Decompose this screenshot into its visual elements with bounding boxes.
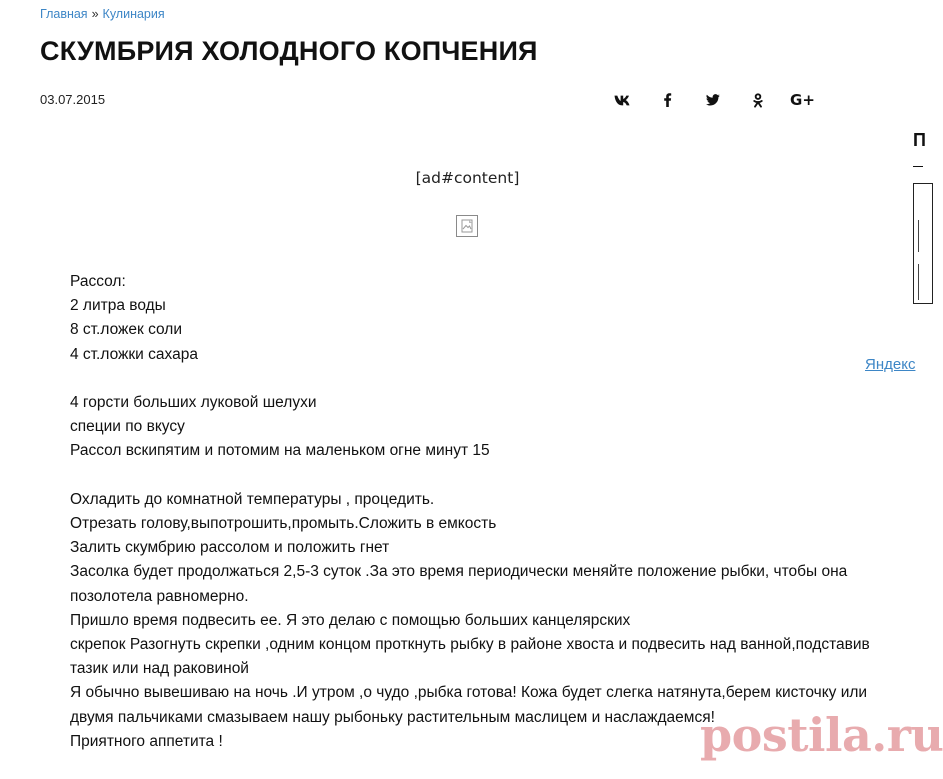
text-line: Рассол:	[70, 273, 126, 290]
text-line: 8 ст.ложек соли	[70, 321, 183, 339]
sidebar-heading-fragment: П	[913, 130, 926, 150]
article-body	[70, 270, 870, 754]
sidebar-widget-line	[918, 220, 929, 252]
text-line: Я обычно вывешиваю на ночь .И утром ,о чудо ,рыбка готова! Кожа будет слегка натянута,берем кисточку или двумя пальчиками смазываем нашу рыбоньку растительным маслицем и наслаждаемся!	[70, 684, 868, 726]
share-twitter-button[interactable]	[690, 88, 735, 112]
text-line: Приятного аппетита !	[70, 732, 223, 750]
vk-icon	[614, 95, 632, 106]
text-line: Засолка будет продолжаться 2,5-3 суток .За это время периодически меняйте положение рыбки, чтобы она позолотела равномерно.	[70, 563, 848, 605]
text-line: скрепок Разогнуть скрепки ,одним концом проткнуть рыбку в районе хвоста и подвесить над ванной,подставив тазик или над раковиной	[70, 636, 870, 678]
sidebar-widget-line	[918, 264, 929, 300]
image-placeholder-icon	[457, 216, 477, 236]
odnoklassniki-icon	[753, 93, 763, 108]
share-google-plus-button[interactable]	[780, 88, 825, 112]
breadcrumb-category-link[interactable]: Кулинария	[102, 7, 165, 21]
share-odnoklassniki-button[interactable]	[735, 88, 780, 112]
ad-placeholder: [ad#content]	[415, 169, 520, 187]
text-line: Отрезать голову,выпотрошить,промыть.Сложить в емкость	[70, 515, 497, 532]
google-plus-icon: G+	[790, 91, 815, 109]
breadcrumb	[40, 7, 165, 21]
text-line: Пришло время подвесить ее. Я это делаю с помощью больших канцелярских	[70, 611, 631, 629]
text-line: Рассол вскипятим и потомим на маленьком огне минут 15	[70, 442, 490, 460]
share-buttons	[600, 88, 825, 112]
text-line: специи по вкусу	[70, 418, 185, 436]
facebook-icon	[663, 93, 672, 107]
sidebar-yandex-link[interactable]: Яндекс	[865, 356, 916, 373]
paragraph-brine	[70, 270, 870, 367]
twitter-icon	[706, 94, 720, 106]
paragraph-onion	[70, 391, 870, 464]
breadcrumb-home-link[interactable]: Главная	[40, 7, 88, 21]
text-line: Залить скумбрию рассолом и положить гнет	[70, 539, 390, 557]
broken-image-icon	[456, 215, 478, 237]
watermark-logo: postila.ru	[700, 708, 943, 762]
sidebar-divider	[913, 166, 923, 167]
share-facebook-button[interactable]	[645, 88, 690, 112]
breadcrumb-separator: »	[91, 7, 99, 21]
text-line: 2 литра воды	[70, 297, 166, 315]
text-line: 4 горсти больших луковой шелухи	[70, 394, 317, 411]
sidebar-widget-box	[913, 183, 933, 304]
text-line: Охладить до комнатной температуры , процедить.	[70, 490, 435, 508]
publish-date: 03.07.2015	[40, 92, 106, 107]
page-title: СКУМБРИЯ ХОЛОДНОГО КОПЧЕНИЯ	[40, 36, 538, 66]
text-line: 4 ст.ложки сахара	[70, 345, 198, 363]
share-vk-button[interactable]	[600, 88, 645, 112]
